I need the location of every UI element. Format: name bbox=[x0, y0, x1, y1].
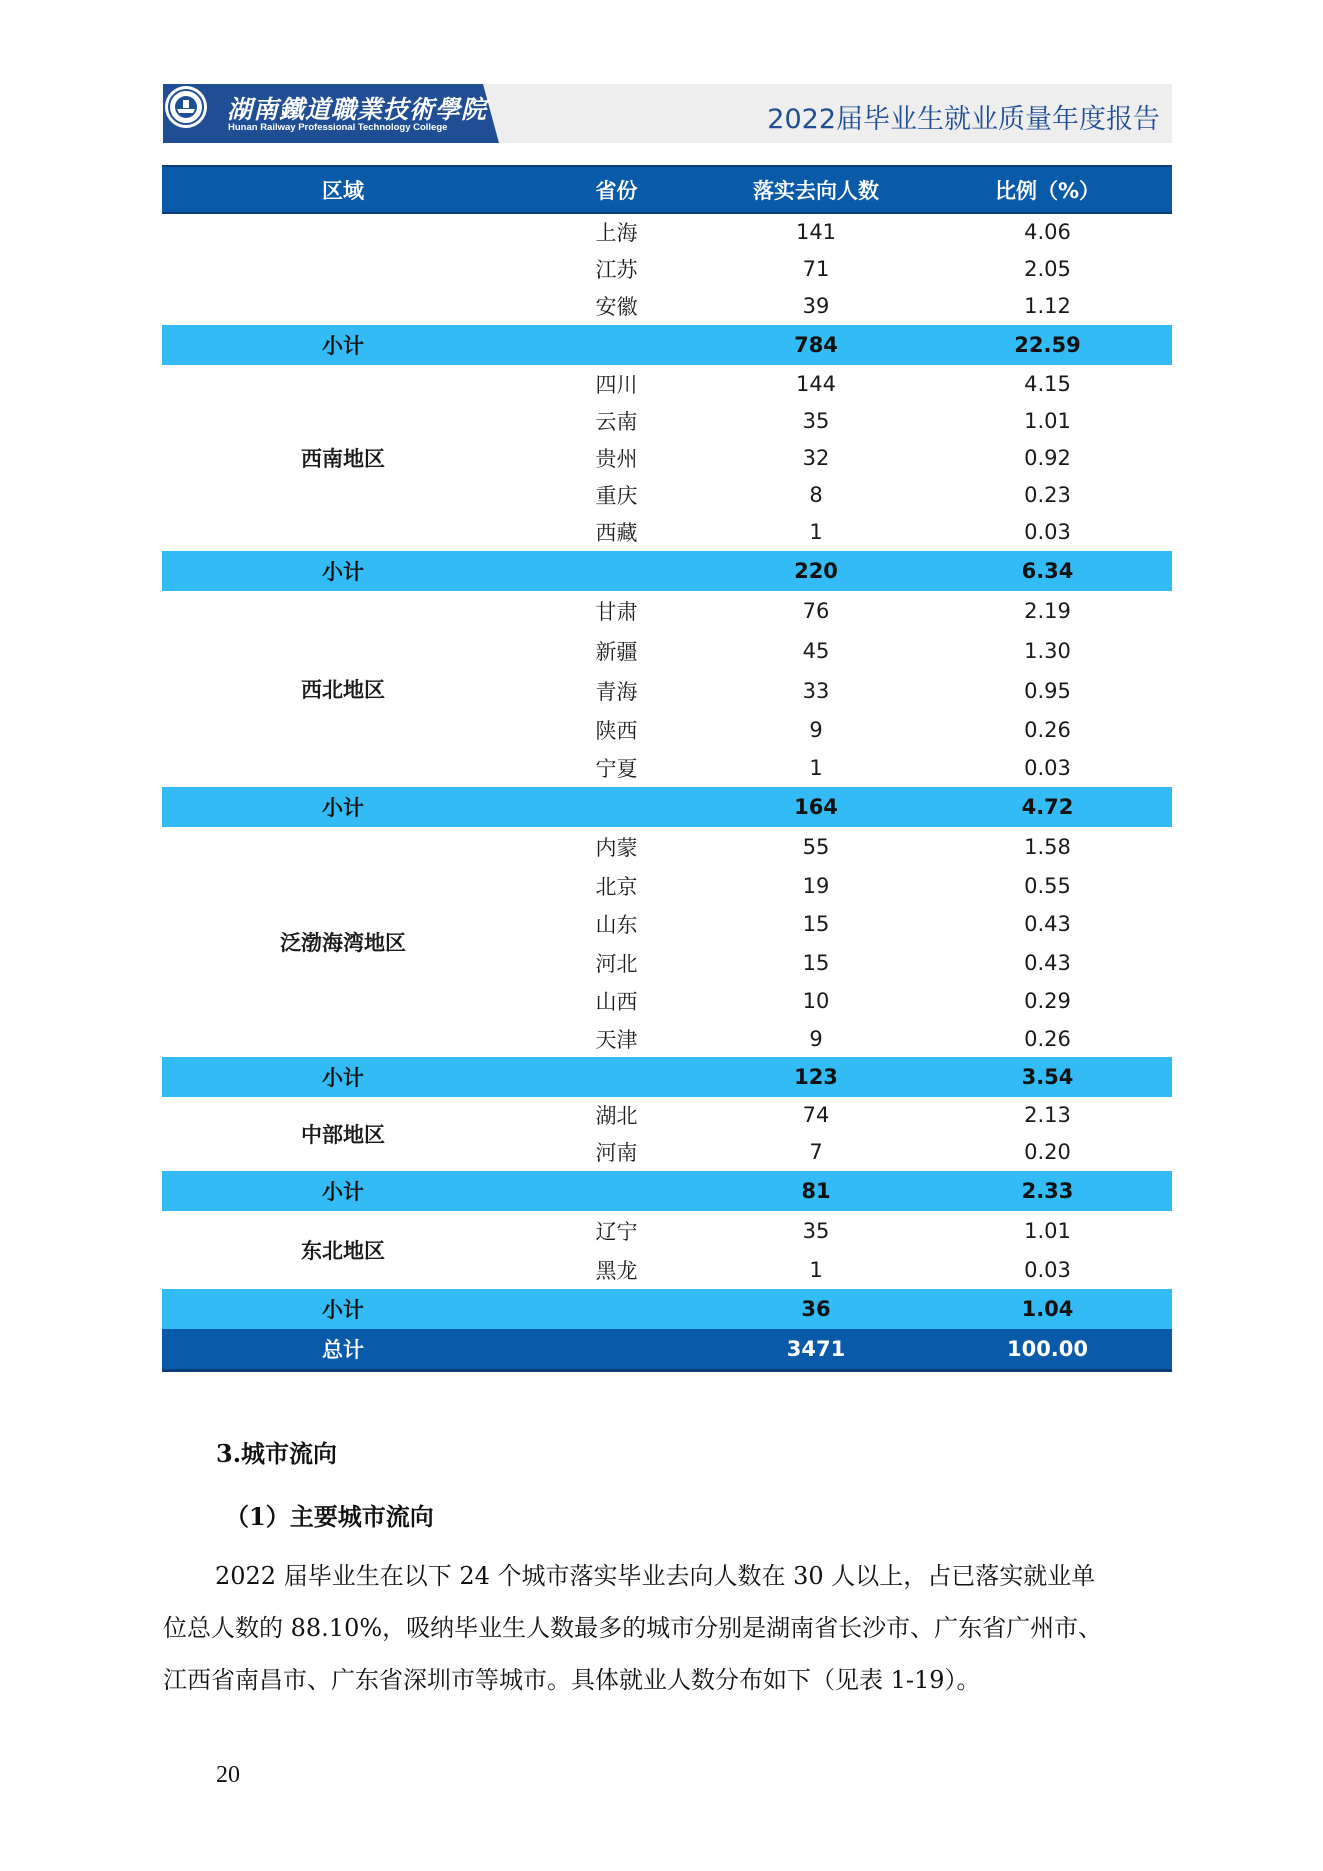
subtotal-row bbox=[162, 551, 1172, 591]
percent-cell: 1.01 bbox=[1024, 1219, 1071, 1243]
province-cell: 陕西 bbox=[595, 719, 638, 743]
table-row bbox=[162, 827, 1172, 867]
percent-cell: 0.20 bbox=[1024, 1140, 1071, 1164]
subtotal-percent: 4.72 bbox=[923, 787, 1172, 827]
region-cell-northwest: 西北地区 bbox=[301, 678, 385, 702]
college-logo-banner bbox=[163, 84, 499, 143]
subtotal-percent: 2.33 bbox=[923, 1171, 1172, 1211]
count-cell: 71 bbox=[802, 256, 830, 281]
college-emblem-icon bbox=[163, 84, 209, 130]
province-cell: 甘肃 bbox=[595, 600, 638, 624]
count-cell: 15 bbox=[802, 950, 830, 975]
subtotal-count: 123 bbox=[709, 1057, 923, 1097]
percent-cell: 1.58 bbox=[1024, 835, 1071, 859]
percent-cell: 2.19 bbox=[1024, 599, 1071, 623]
province-cell: 青海 bbox=[595, 680, 638, 704]
percent-cell: 2.05 bbox=[1024, 256, 1071, 281]
province-cell: 安徽 bbox=[595, 295, 638, 319]
province-cell: 江苏 bbox=[595, 257, 638, 282]
page-header bbox=[163, 84, 1172, 143]
province-cell: 四川 bbox=[595, 372, 638, 397]
percent-cell: 0.03 bbox=[1024, 520, 1071, 544]
header-region: 区域 bbox=[162, 166, 524, 213]
subtotal-label: 小计 bbox=[162, 325, 524, 365]
subtotal-label: 小计 bbox=[162, 1171, 524, 1211]
percent-cell: 0.95 bbox=[1024, 679, 1071, 703]
header-province: 省份 bbox=[524, 166, 709, 213]
province-cell: 云南 bbox=[595, 409, 638, 434]
page-number: 20 bbox=[216, 1762, 240, 1788]
subtotal-count: 36 bbox=[709, 1289, 923, 1329]
count-cell: 55 bbox=[802, 835, 830, 859]
percent-cell: 0.03 bbox=[1024, 756, 1071, 780]
subtotal-percent: 22.59 bbox=[923, 325, 1172, 365]
percent-cell: 0.26 bbox=[1024, 1026, 1071, 1051]
region-cell-central: 中部地区 bbox=[301, 1123, 385, 1147]
province-cell: 上海 bbox=[595, 221, 638, 245]
table-row bbox=[162, 1211, 1172, 1251]
subtotal-label: 小计 bbox=[162, 787, 524, 827]
percent-cell: 1.01 bbox=[1024, 408, 1071, 433]
count-cell: 74 bbox=[802, 1103, 830, 1127]
percent-cell: 0.92 bbox=[1024, 445, 1071, 470]
paragraph-line: 2022 届毕业生在以下 24 个城市落实毕业去向人数在 30 人以上，占已落实就业单 bbox=[215, 1562, 1096, 1590]
count-cell: 32 bbox=[802, 445, 830, 470]
province-cell: 山西 bbox=[595, 990, 638, 1014]
report-title: 2022届毕业生就业质量年度报告 bbox=[767, 104, 1160, 135]
count-cell: 9 bbox=[809, 718, 823, 742]
subtotal-count: 81 bbox=[709, 1171, 923, 1211]
province-cell: 辽宁 bbox=[595, 1220, 638, 1244]
region-distribution-table bbox=[162, 165, 1172, 1372]
total-percent: 100.00 bbox=[923, 1329, 1172, 1371]
school-name-cn: 湖南鐵道職業技術學院 bbox=[227, 95, 488, 124]
subtotal-label: 小计 bbox=[162, 551, 524, 591]
province-cell: 山东 bbox=[595, 913, 638, 937]
percent-cell: 4.15 bbox=[1024, 371, 1071, 396]
province-cell: 北京 bbox=[595, 875, 638, 899]
province-cell: 新疆 bbox=[595, 640, 638, 664]
province-cell: 贵州 bbox=[595, 446, 638, 471]
subtotal-label: 小计 bbox=[162, 1057, 524, 1097]
subtotal-row bbox=[162, 1057, 1172, 1097]
subtotal-count: 220 bbox=[709, 551, 923, 591]
province-cell: 河北 bbox=[595, 951, 638, 976]
header-percent: 比例（%） bbox=[923, 166, 1172, 213]
region-cell-bohai: 泛渤海湾地区 bbox=[280, 931, 406, 955]
subtotal-percent: 3.54 bbox=[923, 1057, 1172, 1097]
province-cell: 西藏 bbox=[595, 521, 638, 545]
percent-cell: 0.03 bbox=[1024, 1258, 1071, 1282]
paragraph-line: 江西省南昌市、广东省深圳市等城市。具体就业人数分布如下（见表 1-19）。 bbox=[163, 1666, 981, 1694]
province-cell: 河南 bbox=[595, 1141, 638, 1165]
total-count: 3471 bbox=[709, 1329, 923, 1371]
total-label: 总计 bbox=[162, 1329, 524, 1371]
paragraph-line: 位总人数的 88.10%，吸纳毕业生人数最多的城市分别是湖南省长沙市、广东省广州市、 bbox=[163, 1614, 1103, 1642]
count-cell: 33 bbox=[802, 679, 830, 703]
percent-cell: 0.43 bbox=[1024, 950, 1071, 975]
section-heading: 3.城市流向 bbox=[216, 1439, 338, 1468]
province-cell: 黑龙 bbox=[595, 1259, 638, 1283]
province-cell: 内蒙 bbox=[595, 836, 638, 860]
subsection-heading: （1）主要城市流向 bbox=[225, 1502, 434, 1531]
total-row bbox=[162, 1329, 1172, 1371]
count-cell: 1 bbox=[809, 756, 823, 780]
subtotal-row bbox=[162, 787, 1172, 827]
count-cell: 45 bbox=[802, 639, 830, 663]
percent-cell: 0.43 bbox=[1024, 912, 1071, 936]
province-cell: 天津 bbox=[595, 1027, 638, 1052]
percent-cell: 4.06 bbox=[1024, 220, 1071, 244]
region-cell bbox=[162, 213, 524, 325]
subtotal-count: 784 bbox=[709, 325, 923, 365]
count-cell: 39 bbox=[802, 294, 830, 318]
count-cell: 1 bbox=[809, 520, 823, 544]
body-paragraph bbox=[163, 1550, 1173, 1706]
subtotal-label: 小计 bbox=[162, 1289, 524, 1329]
subtotal-count: 164 bbox=[709, 787, 923, 827]
count-cell: 76 bbox=[802, 599, 830, 623]
percent-cell: 1.30 bbox=[1024, 639, 1071, 663]
count-cell: 15 bbox=[802, 912, 830, 936]
count-cell: 19 bbox=[802, 874, 830, 898]
school-name-en: Hunan Railway Professional Technology College bbox=[228, 122, 448, 133]
region-cell-southwest: 西南地区 bbox=[301, 447, 385, 471]
table-row bbox=[162, 1097, 1172, 1133]
count-cell: 35 bbox=[802, 408, 830, 433]
percent-cell: 0.55 bbox=[1024, 874, 1071, 898]
count-cell: 8 bbox=[809, 482, 823, 507]
count-cell: 7 bbox=[809, 1140, 823, 1164]
subtotal-row bbox=[162, 1171, 1172, 1211]
subtotal-percent: 1.04 bbox=[923, 1289, 1172, 1329]
table-row bbox=[162, 365, 1172, 402]
count-cell: 35 bbox=[802, 1219, 830, 1243]
subtotal-row bbox=[162, 325, 1172, 365]
percent-cell: 2.13 bbox=[1024, 1103, 1071, 1127]
count-cell: 1 bbox=[809, 1258, 823, 1282]
province-cell: 湖北 bbox=[595, 1104, 638, 1128]
header-count: 落实去向人数 bbox=[709, 166, 923, 213]
table-row bbox=[162, 213, 1172, 250]
count-cell: 141 bbox=[795, 220, 837, 244]
table-header-row bbox=[162, 166, 1172, 213]
province-cell: 重庆 bbox=[595, 483, 638, 508]
subtotal-row bbox=[162, 1289, 1172, 1329]
percent-cell: 0.26 bbox=[1024, 718, 1071, 742]
table-row bbox=[162, 591, 1172, 631]
percent-cell: 0.29 bbox=[1024, 989, 1071, 1013]
count-cell: 9 bbox=[809, 1026, 823, 1051]
percent-cell: 0.23 bbox=[1024, 482, 1071, 507]
subtotal-percent: 6.34 bbox=[923, 551, 1172, 591]
count-cell: 10 bbox=[802, 989, 830, 1013]
province-cell: 宁夏 bbox=[595, 757, 638, 781]
region-cell-northeast: 东北地区 bbox=[301, 1239, 385, 1263]
percent-cell: 1.12 bbox=[1024, 294, 1071, 318]
count-cell: 144 bbox=[795, 371, 837, 396]
